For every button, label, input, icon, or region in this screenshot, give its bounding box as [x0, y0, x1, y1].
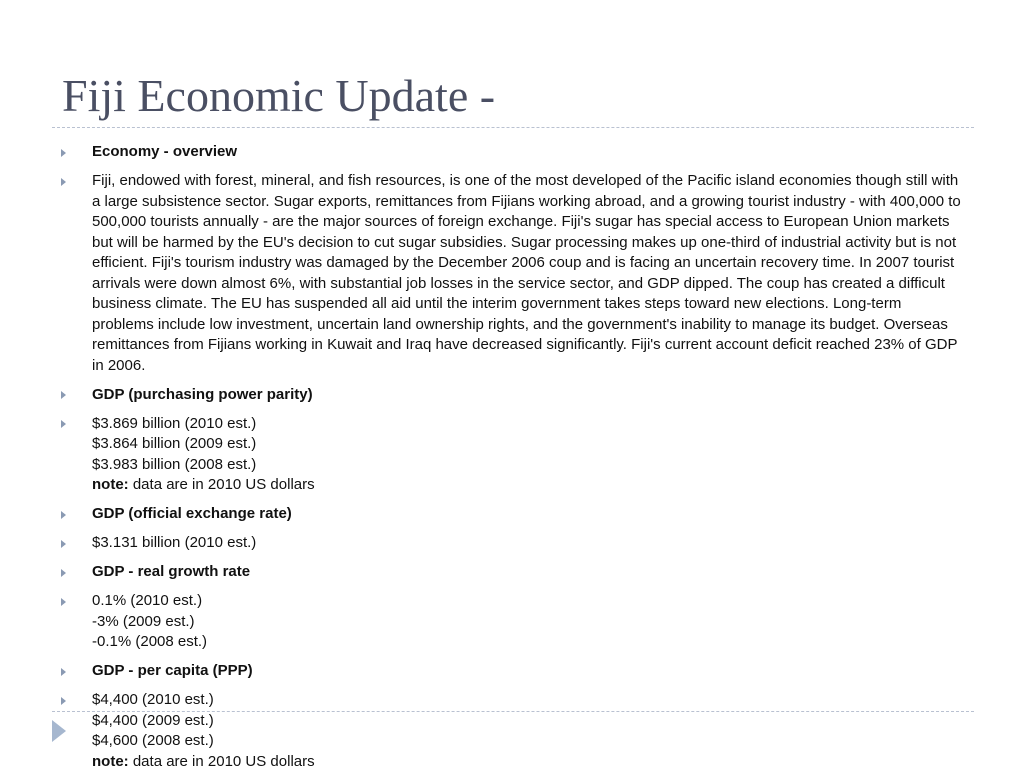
bullet-gdp-ppp-heading	[0, 385, 1024, 406]
bullet-icon	[61, 391, 66, 399]
bullet-per-capita-heading	[0, 661, 1024, 682]
bullet-growth-values	[0, 591, 1024, 653]
bullet-icon	[61, 598, 66, 606]
per-capita-note	[92, 752, 962, 768]
bullet-gdp-ppp-values	[0, 414, 1024, 496]
note-label: note:	[92, 752, 129, 768]
footer-divider	[52, 711, 974, 712]
section-heading: GDP - real growth rate	[92, 563, 251, 580]
triangle-right-nav-icon	[52, 720, 66, 742]
per-capita-value: $4,400 (2009 est.)	[92, 711, 214, 729]
gdp-official-value: $3.131 billion (2010 est.)	[92, 534, 257, 551]
section-heading: GDP (purchasing power parity)	[92, 385, 313, 403]
section-heading: GDP (official exchange rate)	[92, 505, 292, 522]
bullet-icon	[61, 668, 66, 676]
note-label: note:	[92, 476, 129, 493]
bullet-icon	[61, 540, 66, 548]
bullet-per-capita-values	[0, 690, 1024, 768]
section-heading: Economy - overview	[92, 143, 238, 160]
bullet-growth-heading	[0, 562, 1024, 583]
title-divider	[52, 127, 974, 128]
section-heading: GDP - per capita (PPP)	[92, 662, 253, 679]
slide-title: Fiji Economic Update -	[62, 70, 496, 121]
bullet-economy-overview-heading	[0, 142, 1024, 163]
bullet-gdp-official-value	[0, 533, 1024, 554]
overview-paragraph: Fiji, endowed with forest, mineral, and fish resources, is one of the most developed of the Pacific island economies though still with a large subsistence sector. Sugar exports, remittances from Fijians working abroad, and a growing tourist industry - with 400,000 to 500,000 tourists annually - are the major sources of foreign exchange. Fiji's sugar has special access to European Union markets but will be harmed by the EU's decision to cut sugar subsidies. Sugar processing makes up one-third of industrial activity but is not efficient. Fiji's tourism industry was damaged by the December 2006 coup and is facing an uncertain recovery time. In 2007 tourist arrivals were down almost 6%, with substantial job losses in the service sector, and GDP dipped. The coup has created a difficult business climate. The EU has suspended all aid until the interim government takes steps toward new elections. Long-term problems include low investment, uncertain land ownership rights, and the government's inability to manage its budget. Overseas remittances from Fijians working in Kuwait and Iraq have decreased significantly. Fiji's current account deficit reached 23% of GDP in 2006.	[92, 172, 961, 374]
bullet-economy-overview-text	[0, 171, 1024, 376]
bullet-icon	[61, 569, 66, 577]
note-text: data are in 2010 US dollars	[128, 476, 315, 493]
bullet-icon	[61, 149, 66, 157]
growth-value: 0.1% (2010 est.)	[92, 592, 203, 609]
gdp-ppp-value: $3.864 billion (2009 est.)	[92, 435, 257, 452]
gdp-ppp-value: $3.869 billion (2010 est.)	[92, 414, 257, 432]
per-capita-value: $4,400 (2010 est.)	[92, 691, 214, 708]
gdp-ppp-note	[92, 475, 962, 496]
gdp-ppp-value: $3.983 billion (2008 est.)	[92, 455, 257, 473]
bullet-icon	[61, 697, 66, 705]
note-text: data are in 2010 US dollars	[128, 752, 315, 768]
bullet-icon	[61, 178, 66, 186]
growth-value: -3% (2009 est.)	[92, 612, 195, 630]
bullet-gdp-official-heading	[0, 504, 1024, 525]
per-capita-value: $4,600 (2008 est.)	[92, 732, 214, 749]
bullet-icon	[61, 420, 66, 428]
bullet-list	[0, 142, 1024, 768]
growth-value: -0.1% (2008 est.)	[92, 633, 208, 650]
bullet-icon	[61, 511, 66, 519]
